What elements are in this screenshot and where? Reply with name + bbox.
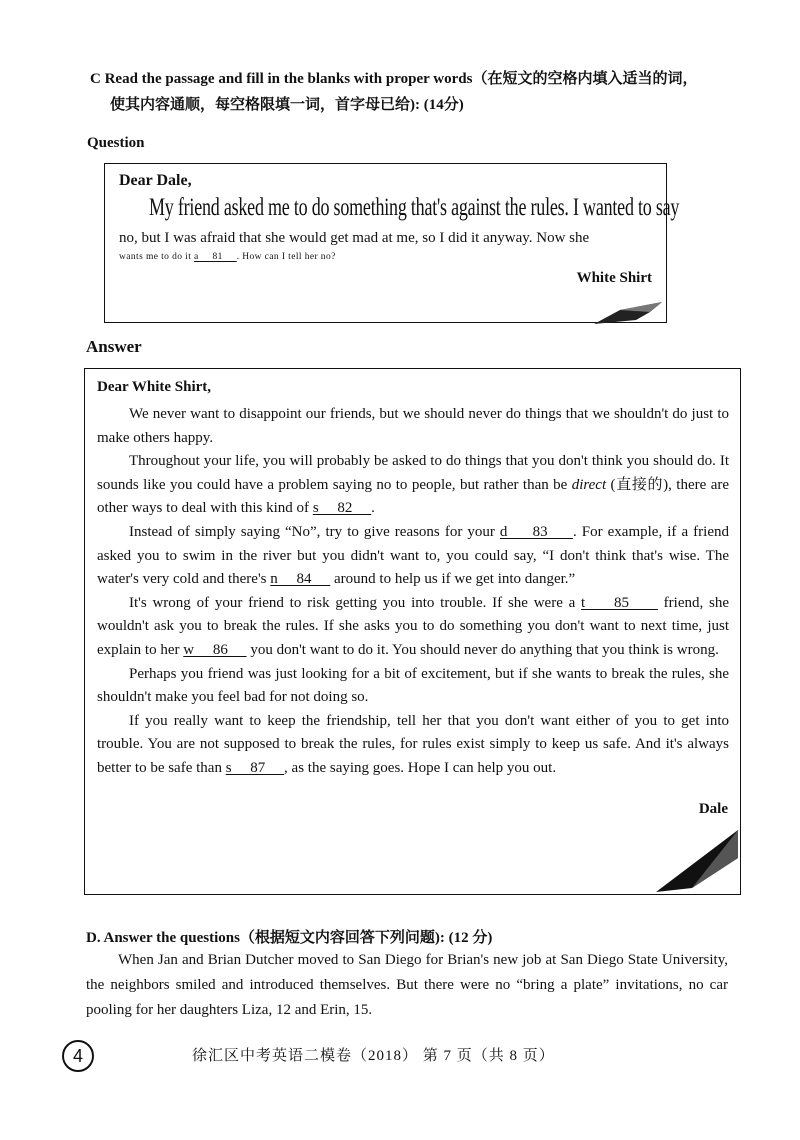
blank-85[interactable]: t 85 <box>581 594 658 611</box>
answer-paragraph-5: Perhaps you friend was just looking for a bit of excitement, but if she wants to break the rules, she shouldn't make you feel bad for not doing so. <box>97 665 729 706</box>
answer-p6-text-a: If you really want to keep the friendship, tell her that you don't want either of you to get into trouble. You are not supposed to break the rules, for rules exist simply to keep us safe. And it's always better to be safe than <box>97 712 729 776</box>
blank-87[interactable]: s 87 <box>225 759 285 776</box>
question-line-3 <box>119 252 336 262</box>
answer-p2-cn: (直接的) <box>606 476 669 493</box>
answer-p2-text-b: , there are other ways to deal with this kind of <box>97 476 730 517</box>
blank-81[interactable]: a 81 <box>194 252 237 262</box>
question-letter-box <box>104 163 680 323</box>
blank-83[interactable]: d 83 <box>499 523 573 540</box>
section-c-title: C Read the passage and fill in the blanks with proper words <box>90 71 473 87</box>
answer-body <box>97 403 729 781</box>
answer-paragraph-1: We never want to disappoint our friends, but we should never do things that we shouldn't do just to make others happy. <box>97 406 729 446</box>
section-d-title-cn: （根据短文内容回答下列问题): (12 分) <box>239 930 493 946</box>
blank-84[interactable]: n 84 <box>270 571 331 588</box>
question-salutation: Dear Dale, <box>119 172 192 189</box>
blank-86[interactable]: w 86 <box>183 641 247 658</box>
blank-82[interactable]: s 82 <box>312 500 372 517</box>
answer-paragraph-4 <box>97 592 729 663</box>
answer-label: Answer <box>86 337 142 356</box>
answer-p2-end: . <box>371 500 375 517</box>
answer-p4-text-a: It's wrong of your friend to risk getting you into trouble. If she were a <box>129 594 582 611</box>
question-signature: White Shirt <box>576 270 652 286</box>
page-number-badge: 4 <box>62 1040 94 1072</box>
section-d-heading <box>86 926 492 947</box>
answer-paragraph-3 <box>97 521 729 592</box>
answer-salutation: Dear White Shirt, <box>97 379 212 395</box>
answer-signature: Dale <box>698 801 728 817</box>
question-handwritten-line: My friend asked me to do something that's against the rules. I wanted to say <box>149 194 680 221</box>
section-d-passage <box>86 948 728 1023</box>
footer-text: 徐汇区中考英语二模卷（2018） 第 7 页（共 8 页） <box>192 1048 555 1064</box>
answer-letter-box <box>84 368 741 895</box>
question-line-3-pre: wants me to do it <box>119 252 195 262</box>
answer-p3-text-c: around to help us if we get into danger.” <box>330 571 576 588</box>
answer-paragraph-6 <box>97 710 729 781</box>
section-c-heading <box>90 66 770 118</box>
section-d-paragraph-1: When Jan and Brian Dutcher moved to San Diego for Brian's new job at San Diego State University, the neighbors smiled and introduced themselves. But there were no “bring a plate” invitations, no car pooling for her daughters Liza, 12 and Erin, 15. <box>86 952 728 1018</box>
answer-p6-text-b: , as the saying goes. Hope I can help you out. <box>284 759 557 776</box>
section-c-title-cn-2: 使其内容通顺，每空格限填一词，首字母已给): (14分) <box>110 97 464 113</box>
answer-paragraph-2 <box>97 450 729 521</box>
question-line-3-post: . How can I tell her no? <box>236 252 336 262</box>
answer-p2-text-a: Throughout your life, you will probably be asked to do things that you don't think you should do. It sounds like you could have a problem saying no to people, but rather than be <box>97 453 729 493</box>
question-label: Question <box>87 135 145 151</box>
answer-p4-text-c: you don't want to do it. You should never do anything that you think is wrong. <box>246 641 719 658</box>
answer-p4-text-b: friend, she wouldn't ask you to break the rules. If she asks you to do something you don't want to next time, just explain to her <box>97 594 730 658</box>
page-curl-icon-answer <box>652 828 742 896</box>
answer-p2-direct: direct <box>571 476 607 493</box>
section-d-title: D. Answer the questions <box>86 930 240 946</box>
question-line-2: no, but I was afraid that she would get mad at me, so I did it anyway. Now she <box>119 230 590 246</box>
answer-p3-text-a: Instead of simply saying “No”, try to give reasons for your <box>129 523 500 540</box>
page-curl-icon <box>590 298 666 326</box>
section-c-title-cn-1: （在短文的空格内填入适当的词， <box>472 71 698 87</box>
answer-p3-text-b: . For example, if a friend asked you to swim in the river but you didn't want to, you could say, “I don't think that's wise. The water's very cold and there's <box>97 523 729 588</box>
page-footer <box>0 1040 800 1080</box>
